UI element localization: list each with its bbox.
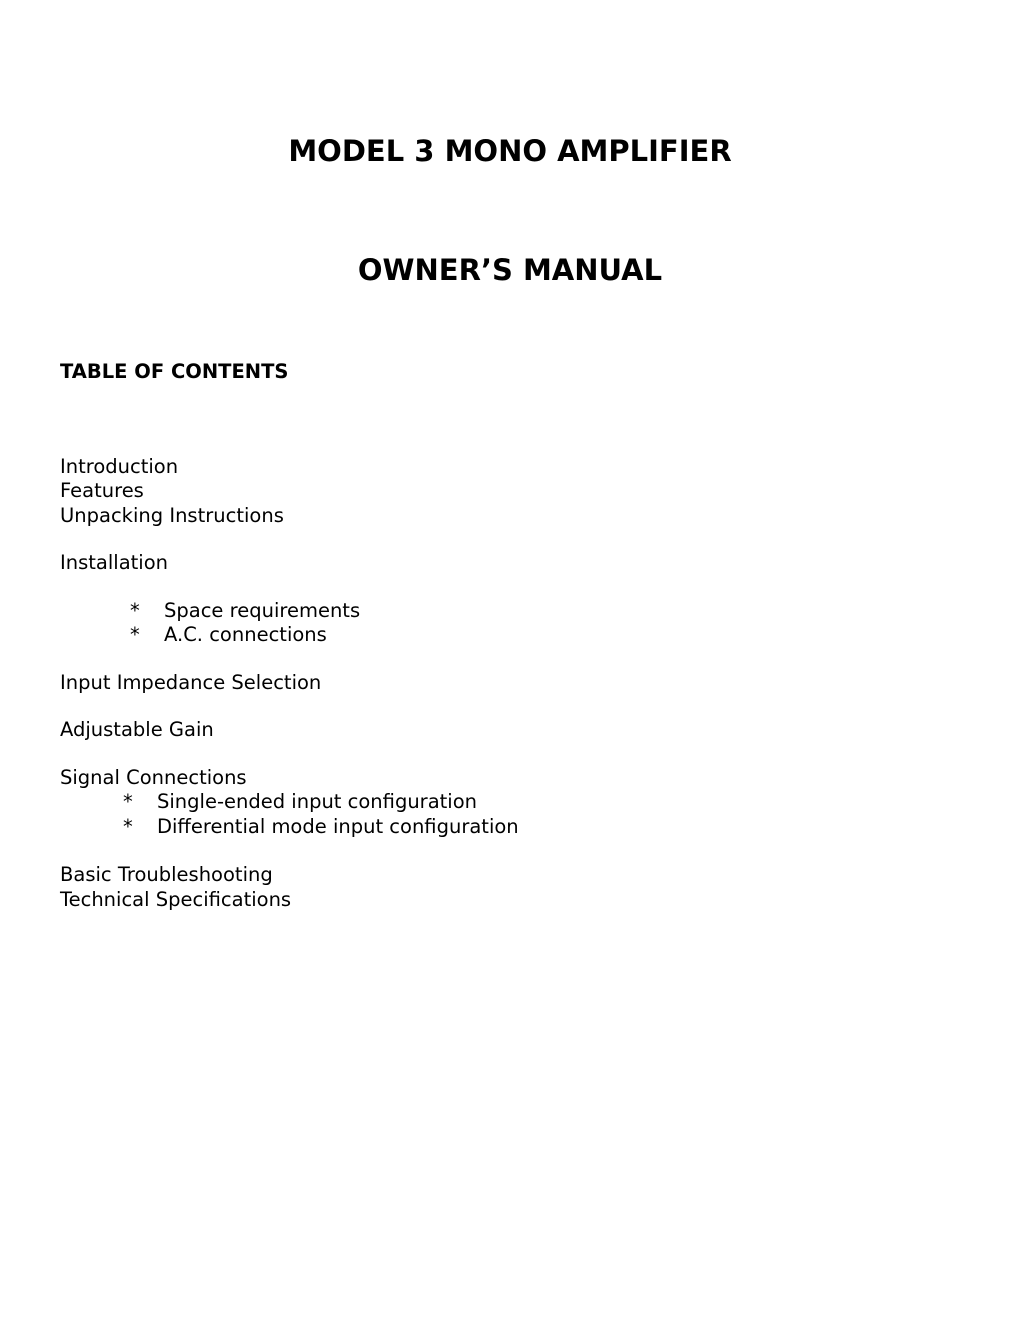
toc-entry-signal-connections: Signal Connections — [60, 766, 247, 789]
toc-entry-input-impedance: Input Impedance Selection — [60, 671, 322, 694]
toc-heading: TABLE OF CONTENTS — [60, 360, 289, 383]
toc-subentry — [123, 790, 477, 814]
toc-entry-troubleshooting: Basic Troubleshooting — [60, 863, 273, 886]
document-title: MODEL 3 MONO AMPLIFIER — [288, 134, 732, 168]
toc-entry-introduction: Introduction — [60, 455, 179, 478]
toc-subentry-label: Space requirements — [164, 599, 361, 622]
toc-subentry-label: Differential mode input configuration — [157, 815, 519, 838]
toc-subentry — [123, 815, 519, 839]
toc-entry-features: Features — [60, 479, 144, 502]
toc-subentry — [130, 623, 327, 647]
toc-subentry — [130, 599, 360, 623]
document-subtitle: OWNER’S MANUAL — [357, 253, 663, 287]
bullet-marker: * — [123, 815, 133, 838]
toc-subentry-label: Single-ended input configuration — [157, 790, 477, 813]
toc-entry-unpacking: Unpacking Instructions — [60, 504, 284, 527]
toc-entry-specifications: Technical Specifications — [60, 888, 292, 911]
toc-entry-installation: Installation — [60, 551, 169, 574]
bullet-marker: * — [123, 790, 133, 813]
toc-entry-adjustable-gain: Adjustable Gain — [60, 718, 214, 741]
bullet-marker: * — [130, 623, 140, 646]
bullet-marker: * — [130, 599, 140, 622]
toc-subentry-label: A.C. connections — [164, 623, 327, 646]
